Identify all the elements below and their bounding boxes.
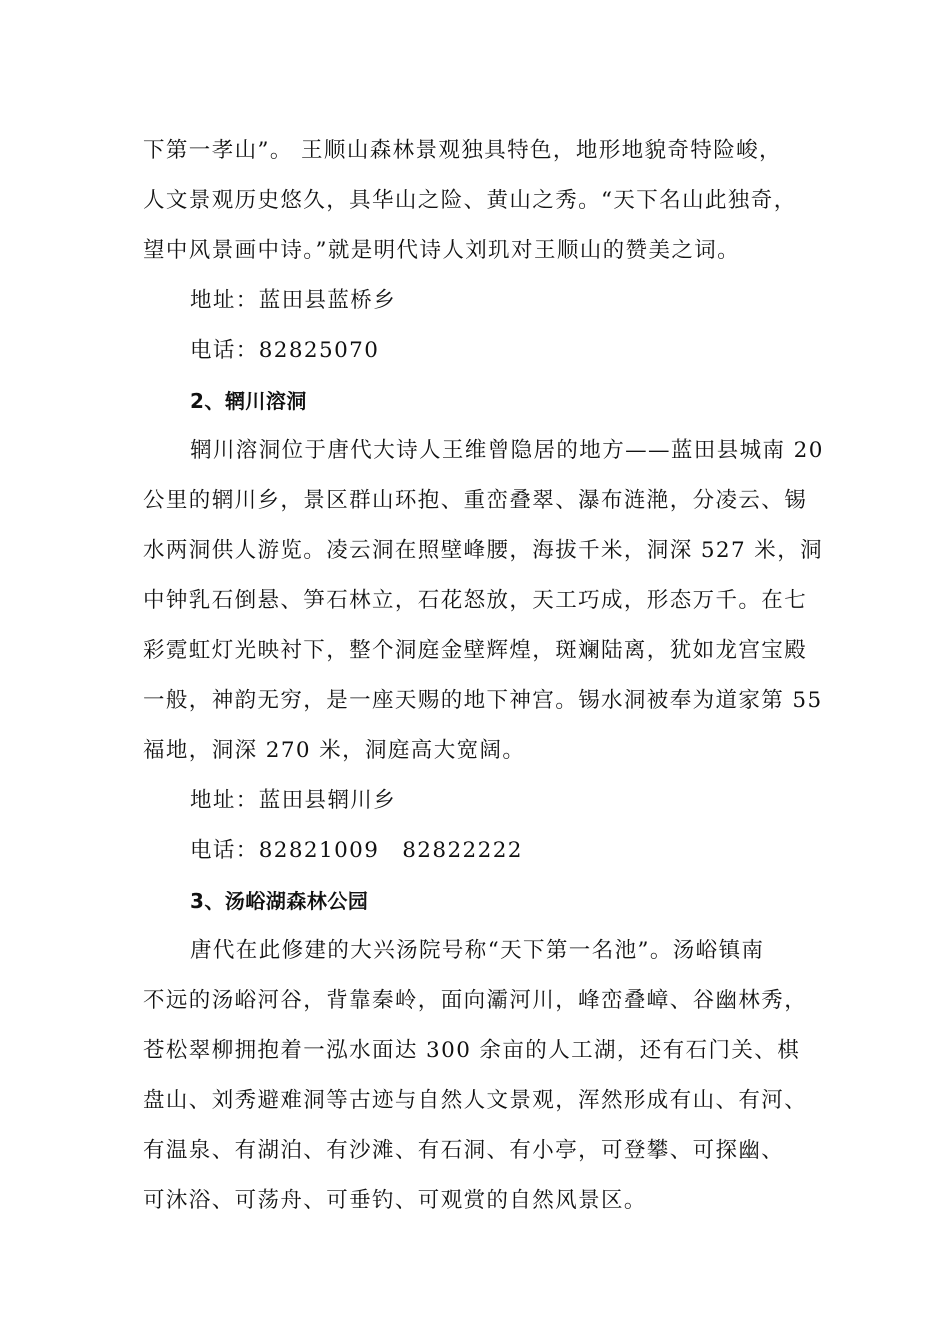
paragraph-line: 有温泉、有湖泊、有沙滩、有石洞、有小亭，可登攀、可探幽、 bbox=[143, 1138, 785, 1163]
paragraph-line: 人文景观历史悠久，具华山之险、黄山之秀。“天下名山此独奇， bbox=[143, 188, 797, 213]
paragraph-line: 一般，神韵无穷，是一座天赐的地下神宫。锡水洞被奉为道家第 55 bbox=[143, 688, 823, 713]
phone-line: 电话：82821009 82822222 bbox=[190, 838, 523, 863]
section-heading: 3、汤峪湖森林公园 bbox=[190, 889, 369, 913]
section-heading: 2、辋川溶洞 bbox=[190, 389, 307, 413]
paragraph-line: 彩霓虹灯光映衬下，整个洞庭金壁辉煌，斑斓陆离，犹如龙宫宝殿 bbox=[143, 638, 808, 663]
paragraph-line: 盘山、刘秀避难洞等古迹与自然人文景观，浑然形成有山、有河、 bbox=[143, 1088, 808, 1113]
address-line: 地址：蓝田县蓝桥乡 bbox=[190, 288, 397, 313]
paragraph-line: 水两洞供人游览。凌云洞在照壁峰腰，海拔千米，洞深 527 米，洞 bbox=[143, 538, 824, 563]
paragraph-line: 不远的汤峪河谷，背靠秦岭，面向灞河川，峰峦叠嶂、谷幽林秀， bbox=[143, 988, 808, 1013]
paragraph-line: 公里的辋川乡，景区群山环抱、重峦叠翠、瀑布涟滟，分凌云、锡 bbox=[143, 488, 808, 513]
paragraph-line: 苍松翠柳拥抱着一泓水面达 300 余亩的人工湖，还有石门关、棋 bbox=[143, 1038, 801, 1063]
address-line: 地址：蓝田县辋川乡 bbox=[190, 788, 397, 813]
paragraph-line: 福地，洞深 270 米，洞庭高大宽阔。 bbox=[143, 738, 526, 763]
paragraph-line: 唐代在此修建的大兴汤院号称“天下第一名池”。汤峪镇南 bbox=[190, 938, 765, 963]
paragraph-line: 中钟乳石倒悬、笋石林立，石花怒放，天工巧成，形态万千。在七 bbox=[143, 588, 808, 613]
phone-line: 电话：82825070 bbox=[190, 338, 380, 363]
paragraph-line: 辋川溶洞位于唐代大诗人王维曾隐居的地方——蓝田县城南 20 bbox=[190, 438, 824, 463]
paragraph-line: 望中风景画中诗。”就是明代诗人刘玑对王顺山的赞美之词。 bbox=[143, 238, 741, 263]
paragraph-line: 下第一孝山”。 王顺山森林景观独具特色，地形地貌奇特险峻， bbox=[143, 138, 782, 163]
paragraph-line: 可沐浴、可荡舟、可垂钓、可观赏的自然风景区。 bbox=[143, 1188, 647, 1213]
